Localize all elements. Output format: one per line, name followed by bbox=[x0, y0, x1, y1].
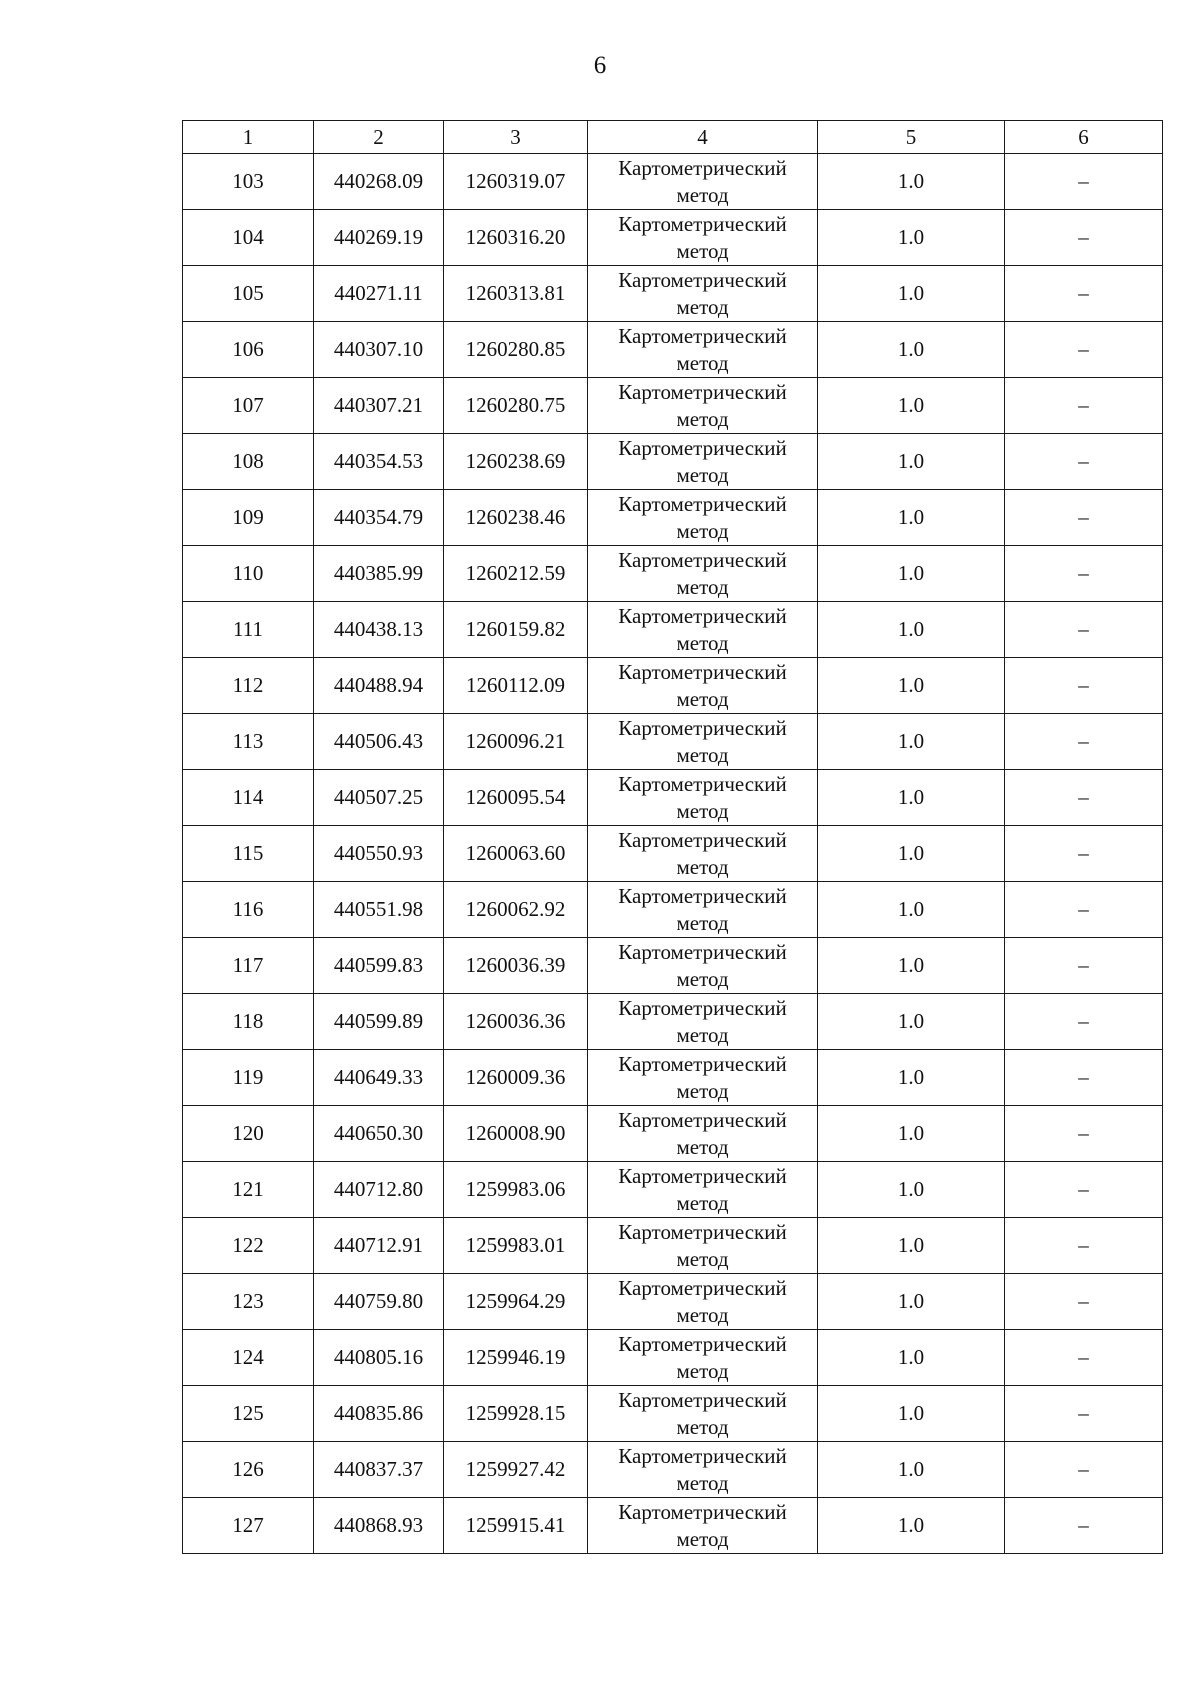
method-line-1: Картометрический bbox=[618, 379, 787, 404]
table-row bbox=[183, 1330, 1163, 1386]
method-line-1: Картометрический bbox=[618, 715, 787, 740]
accuracy-cell: 1.0 bbox=[818, 1330, 1005, 1386]
accuracy-cell: 1.0 bbox=[818, 826, 1005, 882]
accuracy-cell: 1.0 bbox=[818, 938, 1005, 994]
x-coordinate-cell: 440271.11 bbox=[314, 266, 444, 322]
method-line-1: Картометрический bbox=[618, 1219, 787, 1244]
method-line-2: метод bbox=[676, 1358, 729, 1383]
point-number-cell: 107 bbox=[183, 378, 314, 434]
method-line-2: метод bbox=[676, 1190, 729, 1215]
method-line-2: метод bbox=[676, 798, 729, 823]
method-cell bbox=[588, 602, 818, 658]
accuracy-cell: 1.0 bbox=[818, 434, 1005, 490]
method-cell bbox=[588, 770, 818, 826]
point-number-cell: 116 bbox=[183, 882, 314, 938]
method-line-2: метод bbox=[676, 350, 729, 375]
table-row bbox=[183, 1050, 1163, 1106]
method-cell bbox=[588, 266, 818, 322]
accuracy-cell: 1.0 bbox=[818, 1050, 1005, 1106]
y-coordinate-cell: 1260238.69 bbox=[444, 434, 588, 490]
note-cell: – bbox=[1005, 378, 1163, 434]
x-coordinate-cell: 440650.30 bbox=[314, 1106, 444, 1162]
point-number-cell: 112 bbox=[183, 658, 314, 714]
accuracy-cell: 1.0 bbox=[818, 714, 1005, 770]
method-cell bbox=[588, 1050, 818, 1106]
table-row bbox=[183, 1442, 1163, 1498]
y-coordinate-cell: 1260280.75 bbox=[444, 378, 588, 434]
method-line-2: метод bbox=[676, 182, 729, 207]
y-coordinate-cell: 1260062.92 bbox=[444, 882, 588, 938]
y-coordinate-cell: 1260095.54 bbox=[444, 770, 588, 826]
accuracy-cell: 1.0 bbox=[818, 490, 1005, 546]
method-line-2: метод bbox=[676, 518, 729, 543]
x-coordinate-cell: 440712.91 bbox=[314, 1218, 444, 1274]
method-line-2: метод bbox=[676, 1302, 729, 1327]
y-coordinate-cell: 1260280.85 bbox=[444, 322, 588, 378]
method-line-2: метод bbox=[676, 294, 729, 319]
method-line-2: метод bbox=[676, 854, 729, 879]
method-cell bbox=[588, 1442, 818, 1498]
point-number-cell: 109 bbox=[183, 490, 314, 546]
table-row bbox=[183, 154, 1163, 210]
table-row bbox=[183, 322, 1163, 378]
y-coordinate-cell: 1260036.36 bbox=[444, 994, 588, 1050]
table-row bbox=[183, 1274, 1163, 1330]
method-cell bbox=[588, 378, 818, 434]
method-cell bbox=[588, 1106, 818, 1162]
accuracy-cell: 1.0 bbox=[818, 546, 1005, 602]
x-coordinate-cell: 440354.53 bbox=[314, 434, 444, 490]
method-line-2: метод bbox=[676, 742, 729, 767]
y-coordinate-cell: 1259983.06 bbox=[444, 1162, 588, 1218]
note-cell: – bbox=[1005, 1162, 1163, 1218]
table-row bbox=[183, 1498, 1163, 1554]
method-line-1: Картометрический bbox=[618, 883, 787, 908]
x-coordinate-cell: 440385.99 bbox=[314, 546, 444, 602]
column-header-6: 6 bbox=[1005, 121, 1163, 154]
method-cell bbox=[588, 210, 818, 266]
accuracy-cell: 1.0 bbox=[818, 1106, 1005, 1162]
point-number-cell: 114 bbox=[183, 770, 314, 826]
method-line-1: Картометрический bbox=[618, 1499, 787, 1524]
method-line-2: метод bbox=[676, 406, 729, 431]
y-coordinate-cell: 1260212.59 bbox=[444, 546, 588, 602]
y-coordinate-cell: 1260096.21 bbox=[444, 714, 588, 770]
point-number-cell: 104 bbox=[183, 210, 314, 266]
accuracy-cell: 1.0 bbox=[818, 1274, 1005, 1330]
y-coordinate-cell: 1259983.01 bbox=[444, 1218, 588, 1274]
note-cell: – bbox=[1005, 882, 1163, 938]
method-line-1: Картометрический bbox=[618, 1387, 787, 1412]
note-cell: – bbox=[1005, 434, 1163, 490]
accuracy-cell: 1.0 bbox=[818, 1498, 1005, 1554]
x-coordinate-cell: 440269.19 bbox=[314, 210, 444, 266]
method-line-1: Картометрический bbox=[618, 547, 787, 572]
method-cell bbox=[588, 826, 818, 882]
point-number-cell: 117 bbox=[183, 938, 314, 994]
x-coordinate-cell: 440307.10 bbox=[314, 322, 444, 378]
method-line-1: Картометрический bbox=[618, 1163, 787, 1188]
x-coordinate-cell: 440550.93 bbox=[314, 826, 444, 882]
table-row bbox=[183, 434, 1163, 490]
y-coordinate-cell: 1260319.07 bbox=[444, 154, 588, 210]
method-line-1: Картометрический bbox=[618, 211, 787, 236]
note-cell: – bbox=[1005, 938, 1163, 994]
method-cell bbox=[588, 434, 818, 490]
accuracy-cell: 1.0 bbox=[818, 1218, 1005, 1274]
y-coordinate-cell: 1260313.81 bbox=[444, 266, 588, 322]
method-line-1: Картометрический bbox=[618, 603, 787, 628]
x-coordinate-cell: 440551.98 bbox=[314, 882, 444, 938]
note-cell: – bbox=[1005, 1386, 1163, 1442]
table-row bbox=[183, 210, 1163, 266]
method-line-1: Картометрический bbox=[618, 435, 787, 460]
method-cell bbox=[588, 994, 818, 1050]
method-line-2: метод bbox=[676, 1470, 729, 1495]
method-line-1: Картометрический bbox=[618, 155, 787, 180]
x-coordinate-cell: 440488.94 bbox=[314, 658, 444, 714]
table-row bbox=[183, 602, 1163, 658]
point-number-cell: 106 bbox=[183, 322, 314, 378]
accuracy-cell: 1.0 bbox=[818, 322, 1005, 378]
point-number-cell: 113 bbox=[183, 714, 314, 770]
method-line-1: Картометрический bbox=[618, 323, 787, 348]
note-cell: – bbox=[1005, 1050, 1163, 1106]
x-coordinate-cell: 440649.33 bbox=[314, 1050, 444, 1106]
method-cell bbox=[588, 154, 818, 210]
point-number-cell: 103 bbox=[183, 154, 314, 210]
table-row bbox=[183, 1218, 1163, 1274]
page-number: 6 bbox=[593, 52, 607, 79]
table-row bbox=[183, 378, 1163, 434]
point-number-cell: 118 bbox=[183, 994, 314, 1050]
accuracy-cell: 1.0 bbox=[818, 658, 1005, 714]
point-number-cell: 124 bbox=[183, 1330, 314, 1386]
y-coordinate-cell: 1260036.39 bbox=[444, 938, 588, 994]
method-line-2: метод bbox=[676, 966, 729, 991]
y-coordinate-cell: 1260238.46 bbox=[444, 490, 588, 546]
x-coordinate-cell: 440868.93 bbox=[314, 1498, 444, 1554]
method-line-2: метод bbox=[676, 238, 729, 263]
method-cell bbox=[588, 1218, 818, 1274]
y-coordinate-cell: 1259946.19 bbox=[444, 1330, 588, 1386]
accuracy-cell: 1.0 bbox=[818, 154, 1005, 210]
note-cell: – bbox=[1005, 1330, 1163, 1386]
x-coordinate-cell: 440599.83 bbox=[314, 938, 444, 994]
method-line-2: метод bbox=[676, 910, 729, 935]
method-cell bbox=[588, 714, 818, 770]
y-coordinate-cell: 1260316.20 bbox=[444, 210, 588, 266]
note-cell: – bbox=[1005, 1498, 1163, 1554]
method-cell bbox=[588, 1162, 818, 1218]
accuracy-cell: 1.0 bbox=[818, 770, 1005, 826]
point-number-cell: 108 bbox=[183, 434, 314, 490]
note-cell: – bbox=[1005, 154, 1163, 210]
note-cell: – bbox=[1005, 1218, 1163, 1274]
point-number-cell: 121 bbox=[183, 1162, 314, 1218]
method-line-1: Картометрический bbox=[618, 267, 787, 292]
y-coordinate-cell: 1259927.42 bbox=[444, 1442, 588, 1498]
accuracy-cell: 1.0 bbox=[818, 1162, 1005, 1218]
method-line-2: метод bbox=[676, 574, 729, 599]
table-row bbox=[183, 658, 1163, 714]
method-cell bbox=[588, 938, 818, 994]
point-number-cell: 123 bbox=[183, 1274, 314, 1330]
table-row bbox=[183, 994, 1163, 1050]
accuracy-cell: 1.0 bbox=[818, 210, 1005, 266]
column-header-2: 2 bbox=[314, 121, 444, 154]
x-coordinate-cell: 440599.89 bbox=[314, 994, 444, 1050]
table-row bbox=[183, 1106, 1163, 1162]
note-cell: – bbox=[1005, 658, 1163, 714]
method-line-1: Картометрический bbox=[618, 995, 787, 1020]
column-header-1: 1 bbox=[183, 121, 314, 154]
point-number-cell: 105 bbox=[183, 266, 314, 322]
method-cell bbox=[588, 1274, 818, 1330]
x-coordinate-cell: 440307.21 bbox=[314, 378, 444, 434]
table-row bbox=[183, 770, 1163, 826]
accuracy-cell: 1.0 bbox=[818, 602, 1005, 658]
method-cell bbox=[588, 1330, 818, 1386]
x-coordinate-cell: 440268.09 bbox=[314, 154, 444, 210]
method-line-1: Картометрический bbox=[618, 1443, 787, 1468]
note-cell: – bbox=[1005, 322, 1163, 378]
method-line-2: метод bbox=[676, 1414, 729, 1439]
y-coordinate-cell: 1259928.15 bbox=[444, 1386, 588, 1442]
x-coordinate-cell: 440837.37 bbox=[314, 1442, 444, 1498]
x-coordinate-cell: 440712.80 bbox=[314, 1162, 444, 1218]
point-number-cell: 122 bbox=[183, 1218, 314, 1274]
x-coordinate-cell: 440506.43 bbox=[314, 714, 444, 770]
note-cell: – bbox=[1005, 490, 1163, 546]
note-cell: – bbox=[1005, 1106, 1163, 1162]
x-coordinate-cell: 440438.13 bbox=[314, 602, 444, 658]
method-cell bbox=[588, 1386, 818, 1442]
method-line-2: метод bbox=[676, 462, 729, 487]
point-number-cell: 110 bbox=[183, 546, 314, 602]
method-line-1: Картометрический bbox=[618, 939, 787, 964]
note-cell: – bbox=[1005, 826, 1163, 882]
table-row bbox=[183, 1386, 1163, 1442]
point-number-cell: 115 bbox=[183, 826, 314, 882]
method-line-1: Картометрический bbox=[618, 491, 787, 516]
method-line-2: метод bbox=[676, 686, 729, 711]
method-line-2: метод bbox=[676, 1078, 729, 1103]
method-line-2: метод bbox=[676, 1246, 729, 1271]
method-line-1: Картометрический bbox=[618, 659, 787, 684]
table-row bbox=[183, 826, 1163, 882]
table-row bbox=[183, 882, 1163, 938]
y-coordinate-cell: 1259915.41 bbox=[444, 1498, 588, 1554]
note-cell: – bbox=[1005, 1442, 1163, 1498]
x-coordinate-cell: 440354.79 bbox=[314, 490, 444, 546]
note-cell: – bbox=[1005, 210, 1163, 266]
y-coordinate-cell: 1260159.82 bbox=[444, 602, 588, 658]
table-header-row bbox=[183, 121, 1163, 154]
method-cell bbox=[588, 322, 818, 378]
x-coordinate-cell: 440759.80 bbox=[314, 1274, 444, 1330]
note-cell: – bbox=[1005, 266, 1163, 322]
note-cell: – bbox=[1005, 546, 1163, 602]
point-number-cell: 119 bbox=[183, 1050, 314, 1106]
note-cell: – bbox=[1005, 1274, 1163, 1330]
method-cell bbox=[588, 882, 818, 938]
note-cell: – bbox=[1005, 714, 1163, 770]
point-number-cell: 127 bbox=[183, 1498, 314, 1554]
method-line-1: Картометрический bbox=[618, 827, 787, 852]
table-row bbox=[183, 490, 1163, 546]
x-coordinate-cell: 440835.86 bbox=[314, 1386, 444, 1442]
accuracy-cell: 1.0 bbox=[818, 1386, 1005, 1442]
y-coordinate-cell: 1260112.09 bbox=[444, 658, 588, 714]
method-line-1: Картометрический bbox=[618, 1275, 787, 1300]
method-line-2: метод bbox=[676, 1022, 729, 1047]
table-body bbox=[183, 154, 1163, 1554]
y-coordinate-cell: 1260009.36 bbox=[444, 1050, 588, 1106]
accuracy-cell: 1.0 bbox=[818, 1442, 1005, 1498]
method-line-1: Картометрический bbox=[618, 1051, 787, 1076]
point-number-cell: 126 bbox=[183, 1442, 314, 1498]
method-line-2: метод bbox=[676, 1526, 729, 1551]
method-line-1: Картометрический bbox=[618, 1107, 787, 1132]
accuracy-cell: 1.0 bbox=[818, 378, 1005, 434]
method-cell bbox=[588, 658, 818, 714]
table-row bbox=[183, 1162, 1163, 1218]
y-coordinate-cell: 1260063.60 bbox=[444, 826, 588, 882]
method-cell bbox=[588, 546, 818, 602]
method-line-2: метод bbox=[676, 1134, 729, 1159]
note-cell: – bbox=[1005, 602, 1163, 658]
x-coordinate-cell: 440507.25 bbox=[314, 770, 444, 826]
table-row bbox=[183, 938, 1163, 994]
note-cell: – bbox=[1005, 770, 1163, 826]
y-coordinate-cell: 1259964.29 bbox=[444, 1274, 588, 1330]
point-number-cell: 125 bbox=[183, 1386, 314, 1442]
y-coordinate-cell: 1260008.90 bbox=[444, 1106, 588, 1162]
table-row bbox=[183, 714, 1163, 770]
column-header-5: 5 bbox=[818, 121, 1005, 154]
table-row bbox=[183, 546, 1163, 602]
accuracy-cell: 1.0 bbox=[818, 882, 1005, 938]
column-header-3: 3 bbox=[444, 121, 588, 154]
note-cell: – bbox=[1005, 994, 1163, 1050]
method-line-1: Картометрический bbox=[618, 771, 787, 796]
method-cell bbox=[588, 1498, 818, 1554]
method-line-2: метод bbox=[676, 630, 729, 655]
accuracy-cell: 1.0 bbox=[818, 994, 1005, 1050]
point-number-cell: 111 bbox=[183, 602, 314, 658]
table-row bbox=[183, 266, 1163, 322]
method-line-1: Картометрический bbox=[618, 1331, 787, 1356]
point-number-cell: 120 bbox=[183, 1106, 314, 1162]
column-header-4: 4 bbox=[588, 121, 818, 154]
accuracy-cell: 1.0 bbox=[818, 266, 1005, 322]
method-cell bbox=[588, 490, 818, 546]
coordinates-table bbox=[182, 120, 1163, 1554]
x-coordinate-cell: 440805.16 bbox=[314, 1330, 444, 1386]
